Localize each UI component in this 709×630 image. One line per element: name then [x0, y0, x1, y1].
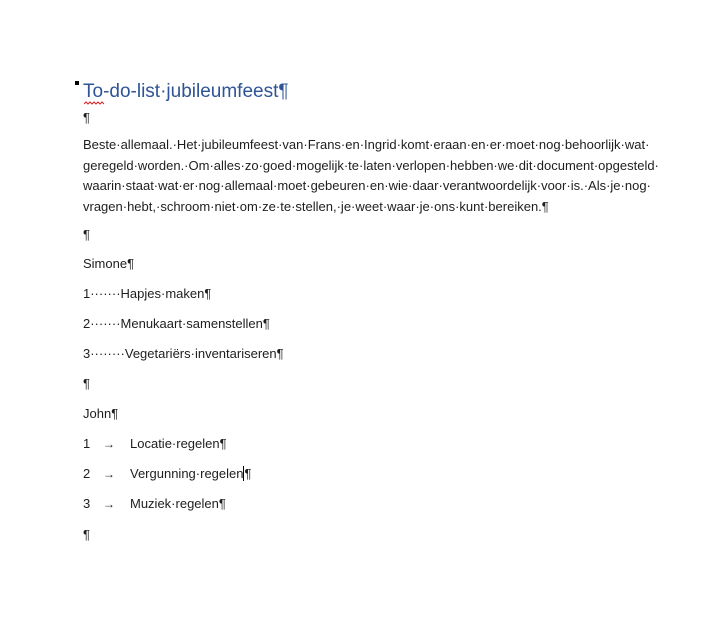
list-item-text-part: Vergunning·regelen [130, 466, 244, 481]
list-number: 1 [83, 436, 91, 451]
spelling-error-underline [84, 101, 104, 105]
list-item[interactable]: 1·······Hapjes·maken¶ [83, 286, 212, 301]
document-title[interactable]: To-do-list·jubileumfeest¶ [83, 81, 289, 102]
list-item-text: Muziek·regelen¶ [130, 496, 226, 511]
list-item[interactable]: 2·······Menukaart·samenstellen¶ [83, 316, 270, 331]
numbered-list-item[interactable] [83, 464, 383, 484]
empty-paragraph[interactable]: ¶ [83, 227, 90, 242]
empty-paragraph[interactable]: ¶ [83, 110, 90, 125]
empty-paragraph[interactable]: ¶ [83, 527, 90, 542]
tab-arrow-icon: → [103, 437, 115, 451]
intro-line: Beste·allemaal.·Het·jubileumfeest·van·Frans·en·Ingrid·komt·eraan·en·er·moet·nog·behoorlijk·wat· [83, 137, 650, 152]
section-heading-simone[interactable]: Simone¶ [83, 256, 135, 271]
list-item[interactable]: 3········Vegetariërs·inventariseren¶ [83, 346, 284, 361]
list-number: 3 [83, 496, 91, 511]
tab-arrow-icon: → [103, 467, 115, 481]
list-item-text [130, 464, 251, 484]
intro-line: waarin·staat·wat·er·nog·allemaal·moet·gebeuren·en·wie·daar·verantwoordelijk·voor·is.·Als·je·nog· [83, 178, 651, 193]
section-heading-john[interactable]: John¶ [83, 406, 119, 421]
numbered-list-item[interactable] [83, 434, 383, 454]
list-number: 2 [83, 466, 91, 481]
intro-line: vragen·hebt,·schroom·niet·om·ze·te·stellen,·je·weet·waar·je·ons·kunt·bereiken.¶ [83, 198, 549, 214]
paragraph-anchor-mark [75, 81, 79, 85]
numbered-list-item[interactable] [83, 494, 383, 514]
pilcrow: ¶ [244, 466, 252, 481]
list-item-text: Locatie·regelen¶ [130, 436, 227, 451]
tab-arrow-icon: → [103, 497, 115, 511]
empty-paragraph[interactable]: ¶ [83, 376, 90, 391]
intro-line: geregeld·worden.·Om·alles·zo·goed·mogelijk·te·laten·verlopen·hebben·we·dit·document·opgesteld· [83, 157, 659, 173]
intro-paragraph[interactable] [83, 135, 683, 217]
